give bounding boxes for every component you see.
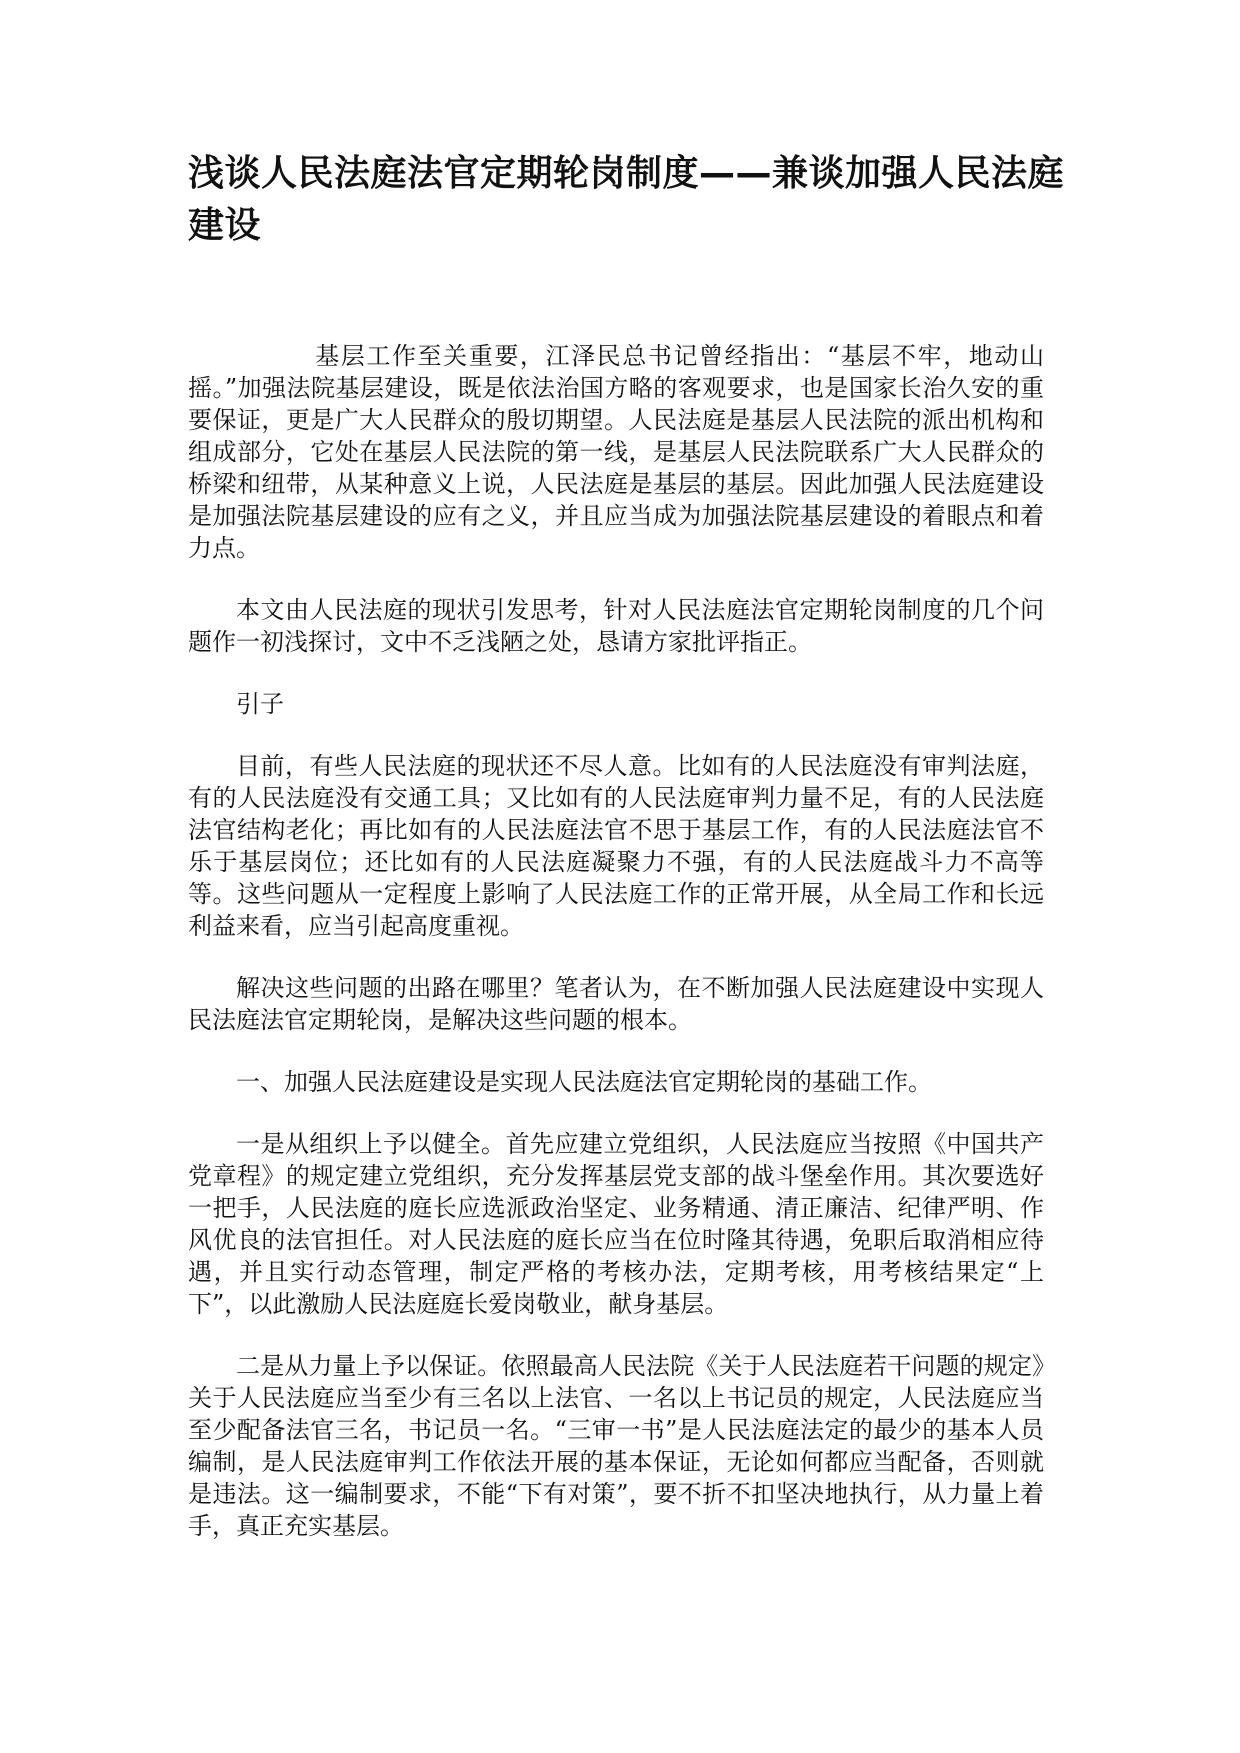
section-heading-preface: 引子 [236, 690, 284, 718]
paragraph-solution: 解决这些问题的出路在哪里？笔者认为，在不断加强人民法庭建设中实现人民法庭法官定期轮岗，是解决这些问题的根本。 [188, 974, 1044, 1034]
document-body [188, 340, 1044, 1572]
document-title: 浅谈人民法庭法官定期轮岗制度——兼谈加强人民法庭建设 [188, 153, 1065, 246]
paragraph-purpose: 本文由人民法庭的现状引发思考，针对人民法庭法官定期轮岗制度的几个问题作一初浅探讨，文中不乏浅陋之处，恳请方家批评指正。 [188, 596, 1044, 656]
paragraph-staffing: 二是从力量上予以保证。依照最高人民法院《关于人民法庭若干问题的规定》关于人民法庭应当至少有三名以上法官、一名以上书记员的规定，人民法庭应当至少配备法官三名，书记员一名。“三审一书”是人民法庭法定的最少的基本人员编制，是人民法庭审判工作依法开展的基本保证，无论如何都应当配备，否则就是违法。这一编制要求，不能“下有对策”，要不折不扣坚决地执行，从力量上着手，真正充实基层。 [188, 1352, 1044, 1540]
section-heading-one: 一、加强人民法庭建设是实现人民法庭法官定期轮岗的基础工作。 [236, 1068, 932, 1096]
paragraph-current-situation: 目前，有些人民法庭的现状还不尽人意。比如有的人民法庭没有审判法庭，有的人民法庭没有交通工具；又比如有的人民法庭审判力量不足，有的人民法庭法官结构老化；再比如有的人民法庭法官不思于基层工作，有的人民法庭法官不乐于基层岗位；还比如有的人民法庭凝聚力不强，有的人民法庭战斗力不高等等。这些问题从一定程度上影响了人民法庭工作的正常开展，从全局工作和长远利益来看，应当引起高度重视。 [188, 752, 1044, 940]
paragraph-intro: 基层工作至关重要，江泽民总书记曾经指出：“基层不牢，地动山摇。”加强法院基层建设，既是依法治国方略的客观要求，也是国家长治久安的重要保证，更是广大人民群众的殷切期望。人民法庭是基层人民法院的派出机构和组成部分，它处在基层人民法院的第一线，是基层人民法院联系广大人民群众的桥梁和纽带，从某种意义上说，人民法庭是基层的基层。因此加强人民法庭建设是加强法院基层建设的应有之义，并且应当成为加强法院基层建设的着眼点和着力点。 [188, 342, 1044, 562]
paragraph-organization: 一是从组织上予以健全。首先应建立党组织，人民法庭应当按照《中国共产党章程》的规定建立党组织，充分发挥基层党支部的战斗堡垒作用。其次要选好一把手，人民法庭的庭长应选派政治坚定、业务精通、清正廉洁、纪律严明、作风优良的法官担任。对人民法庭的庭长应当在位时隆其待遇，免职后取消相应待遇，并且实行动态管理，制定严格的考核办法，定期考核，用考核结果定“上下”，以此激励人民法庭庭长爱岗敬业，献身基层。 [188, 1130, 1044, 1318]
